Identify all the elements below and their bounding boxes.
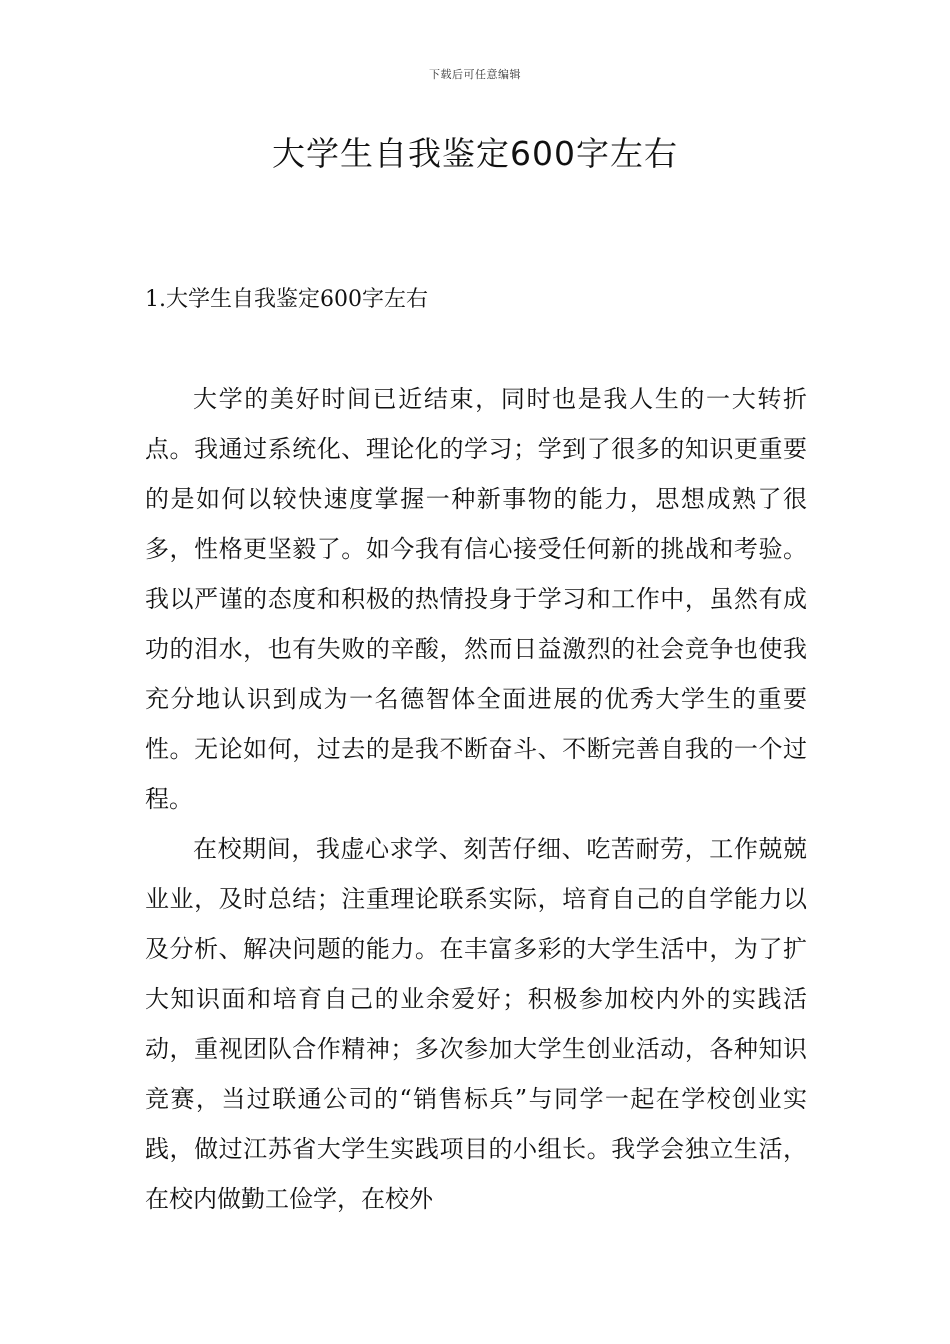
document-body bbox=[145, 374, 807, 1224]
header-note: 下载后可任意编辑 bbox=[429, 68, 521, 81]
paragraph-2: 在校期间，我虚心求学、刻苦仔细、吃苦耐劳，工作兢兢业业，及时总结；注重理论联系实际，培育自己的自学能力以及分析、解决问题的能力。在丰富多彩的大学生活中，为了扩大知识面和培育自己的业余爱好；积极参加校内外的实践活动，重视团队合作精神；多次参加大学生创业活动，各种知识竞赛，当过联通公司的“销售标兵”与同学一起在学校创业实践，做过江苏省大学生实践项目的小组长。我学会独立生活，在校内做勤工俭学，在校外 bbox=[145, 835, 807, 1213]
paragraph-1: 大学的美好时间已近结束，同时也是我人生的一大转折点。我通过系统化、理论化的学习；学到了很多的知识更重要的是如何以较快速度掌握一种新事物的能力，思想成熟了很多，性格更坚毅了。如今我有信心接受任何新的挑战和考验。我以严谨的态度和积极的热情投身于学习和工作中，虽然有成功的泪水，也有失败的辛酸，然而日益激烈的社会竞争也使我充分地认识到成为一名德智体全面进展的优秀大学生的重要性。无论如何，过去的是我不断奋斗、不断完善自我的一个过程。 bbox=[145, 385, 807, 813]
section-heading: 1.大学生自我鉴定600字左右 bbox=[145, 287, 428, 312]
document-title: 大学生自我鉴定600字左右 bbox=[272, 134, 678, 173]
